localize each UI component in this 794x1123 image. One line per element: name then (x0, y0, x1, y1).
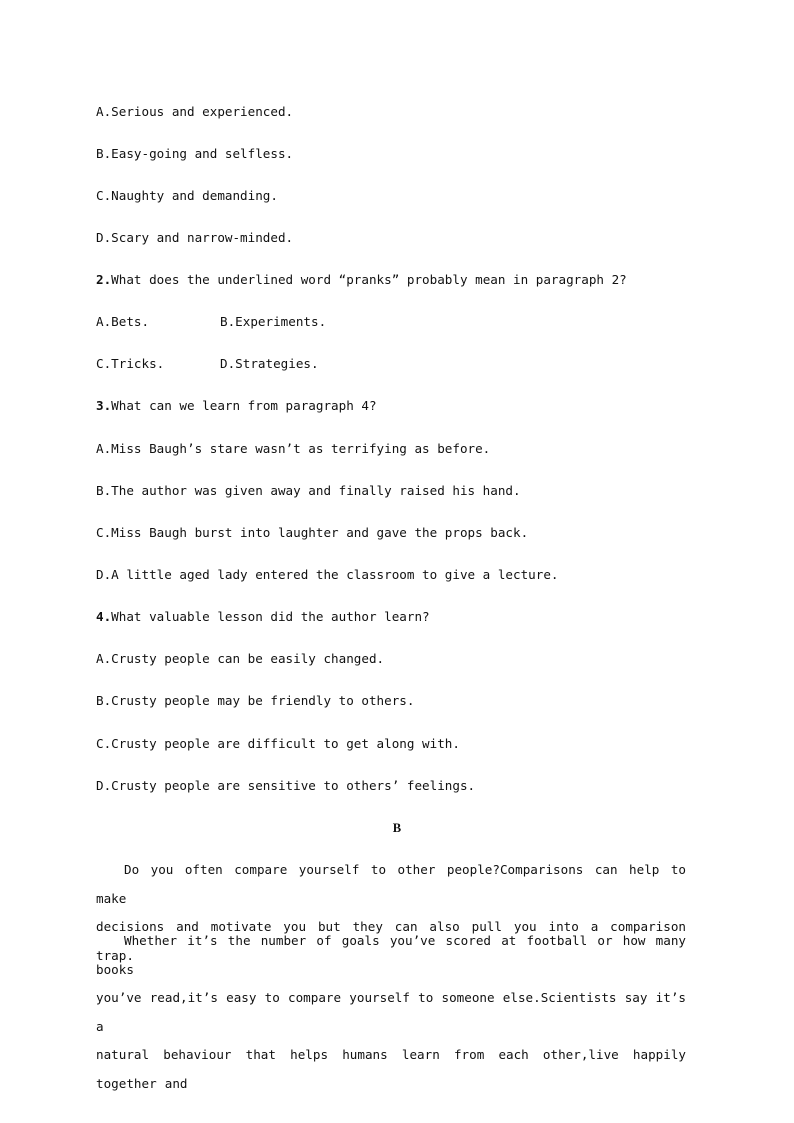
q3-stem: What can we learn from paragraph 4? (111, 398, 377, 413)
q3-option-d: D.A little aged lady entered the classroom to give a lecture. (96, 567, 559, 582)
q1-option-a: A.Serious and experienced. (96, 104, 294, 119)
q4-option-b: B.Crusty people may be friendly to others. (96, 693, 415, 708)
q4-stem: What valuable lesson did the author learn? (111, 609, 430, 624)
q2-stem-line (96, 272, 627, 288)
section-b-title: B (392, 821, 402, 835)
q4-number: 4. (96, 609, 112, 624)
q4-option-a: A.Crusty people can be easily changed. (96, 651, 385, 666)
q3-option-c: C.Miss Baugh burst into laughter and gave the props back. (96, 525, 529, 540)
paragraph-line: you’ve read,it’s easy to compare yourself to someone else.Scientists say it’s a (96, 990, 686, 1034)
q3-option-b: B.The author was given away and finally raised his hand. (96, 483, 521, 498)
q2-option-a: A.Bets. (96, 314, 150, 329)
q4-stem-line (96, 609, 430, 625)
paragraph-line: Do you often compare yourself to other people?Comparisons can help to make (96, 862, 686, 906)
section-b-paragraph-2 (96, 927, 686, 1098)
q2-option-c: C.Tricks. (96, 356, 165, 371)
q2-options-row-1 (96, 314, 327, 330)
q3-number: 3. (96, 398, 112, 413)
q1-option-b: B.Easy-going and selfless. (96, 146, 294, 161)
q3-stem-line (96, 398, 377, 414)
q1-option-c: C.Naughty and demanding. (96, 188, 278, 203)
q2-stem: What does the underlined word “pranks” probably mean in paragraph 2? (111, 272, 627, 287)
q3-option-a: A.Miss Baugh’s stare wasn’t as terrifying as before. (96, 441, 491, 456)
q2-number: 2. (96, 272, 112, 287)
q4-option-c: C.Crusty people are difficult to get along with. (96, 736, 460, 751)
paragraph-line: Whether it’s the number of goals you’ve scored at football or how many books (96, 933, 686, 977)
q1-option-d: D.Scary and narrow-minded. (96, 230, 294, 245)
q2-options-row-2 (96, 356, 319, 372)
paragraph-line: decisions and motivate you but they can also pull you into a comparison trap. (96, 919, 686, 963)
q2-option-b: B.Experiments. (220, 314, 327, 329)
q2-option-d: D.Strategies. (220, 356, 319, 371)
paragraph-line: natural behaviour that helps humans learn from each other,live happily together and (96, 1047, 686, 1091)
q4-option-d: D.Crusty people are sensitive to others’ feelings. (96, 778, 476, 793)
